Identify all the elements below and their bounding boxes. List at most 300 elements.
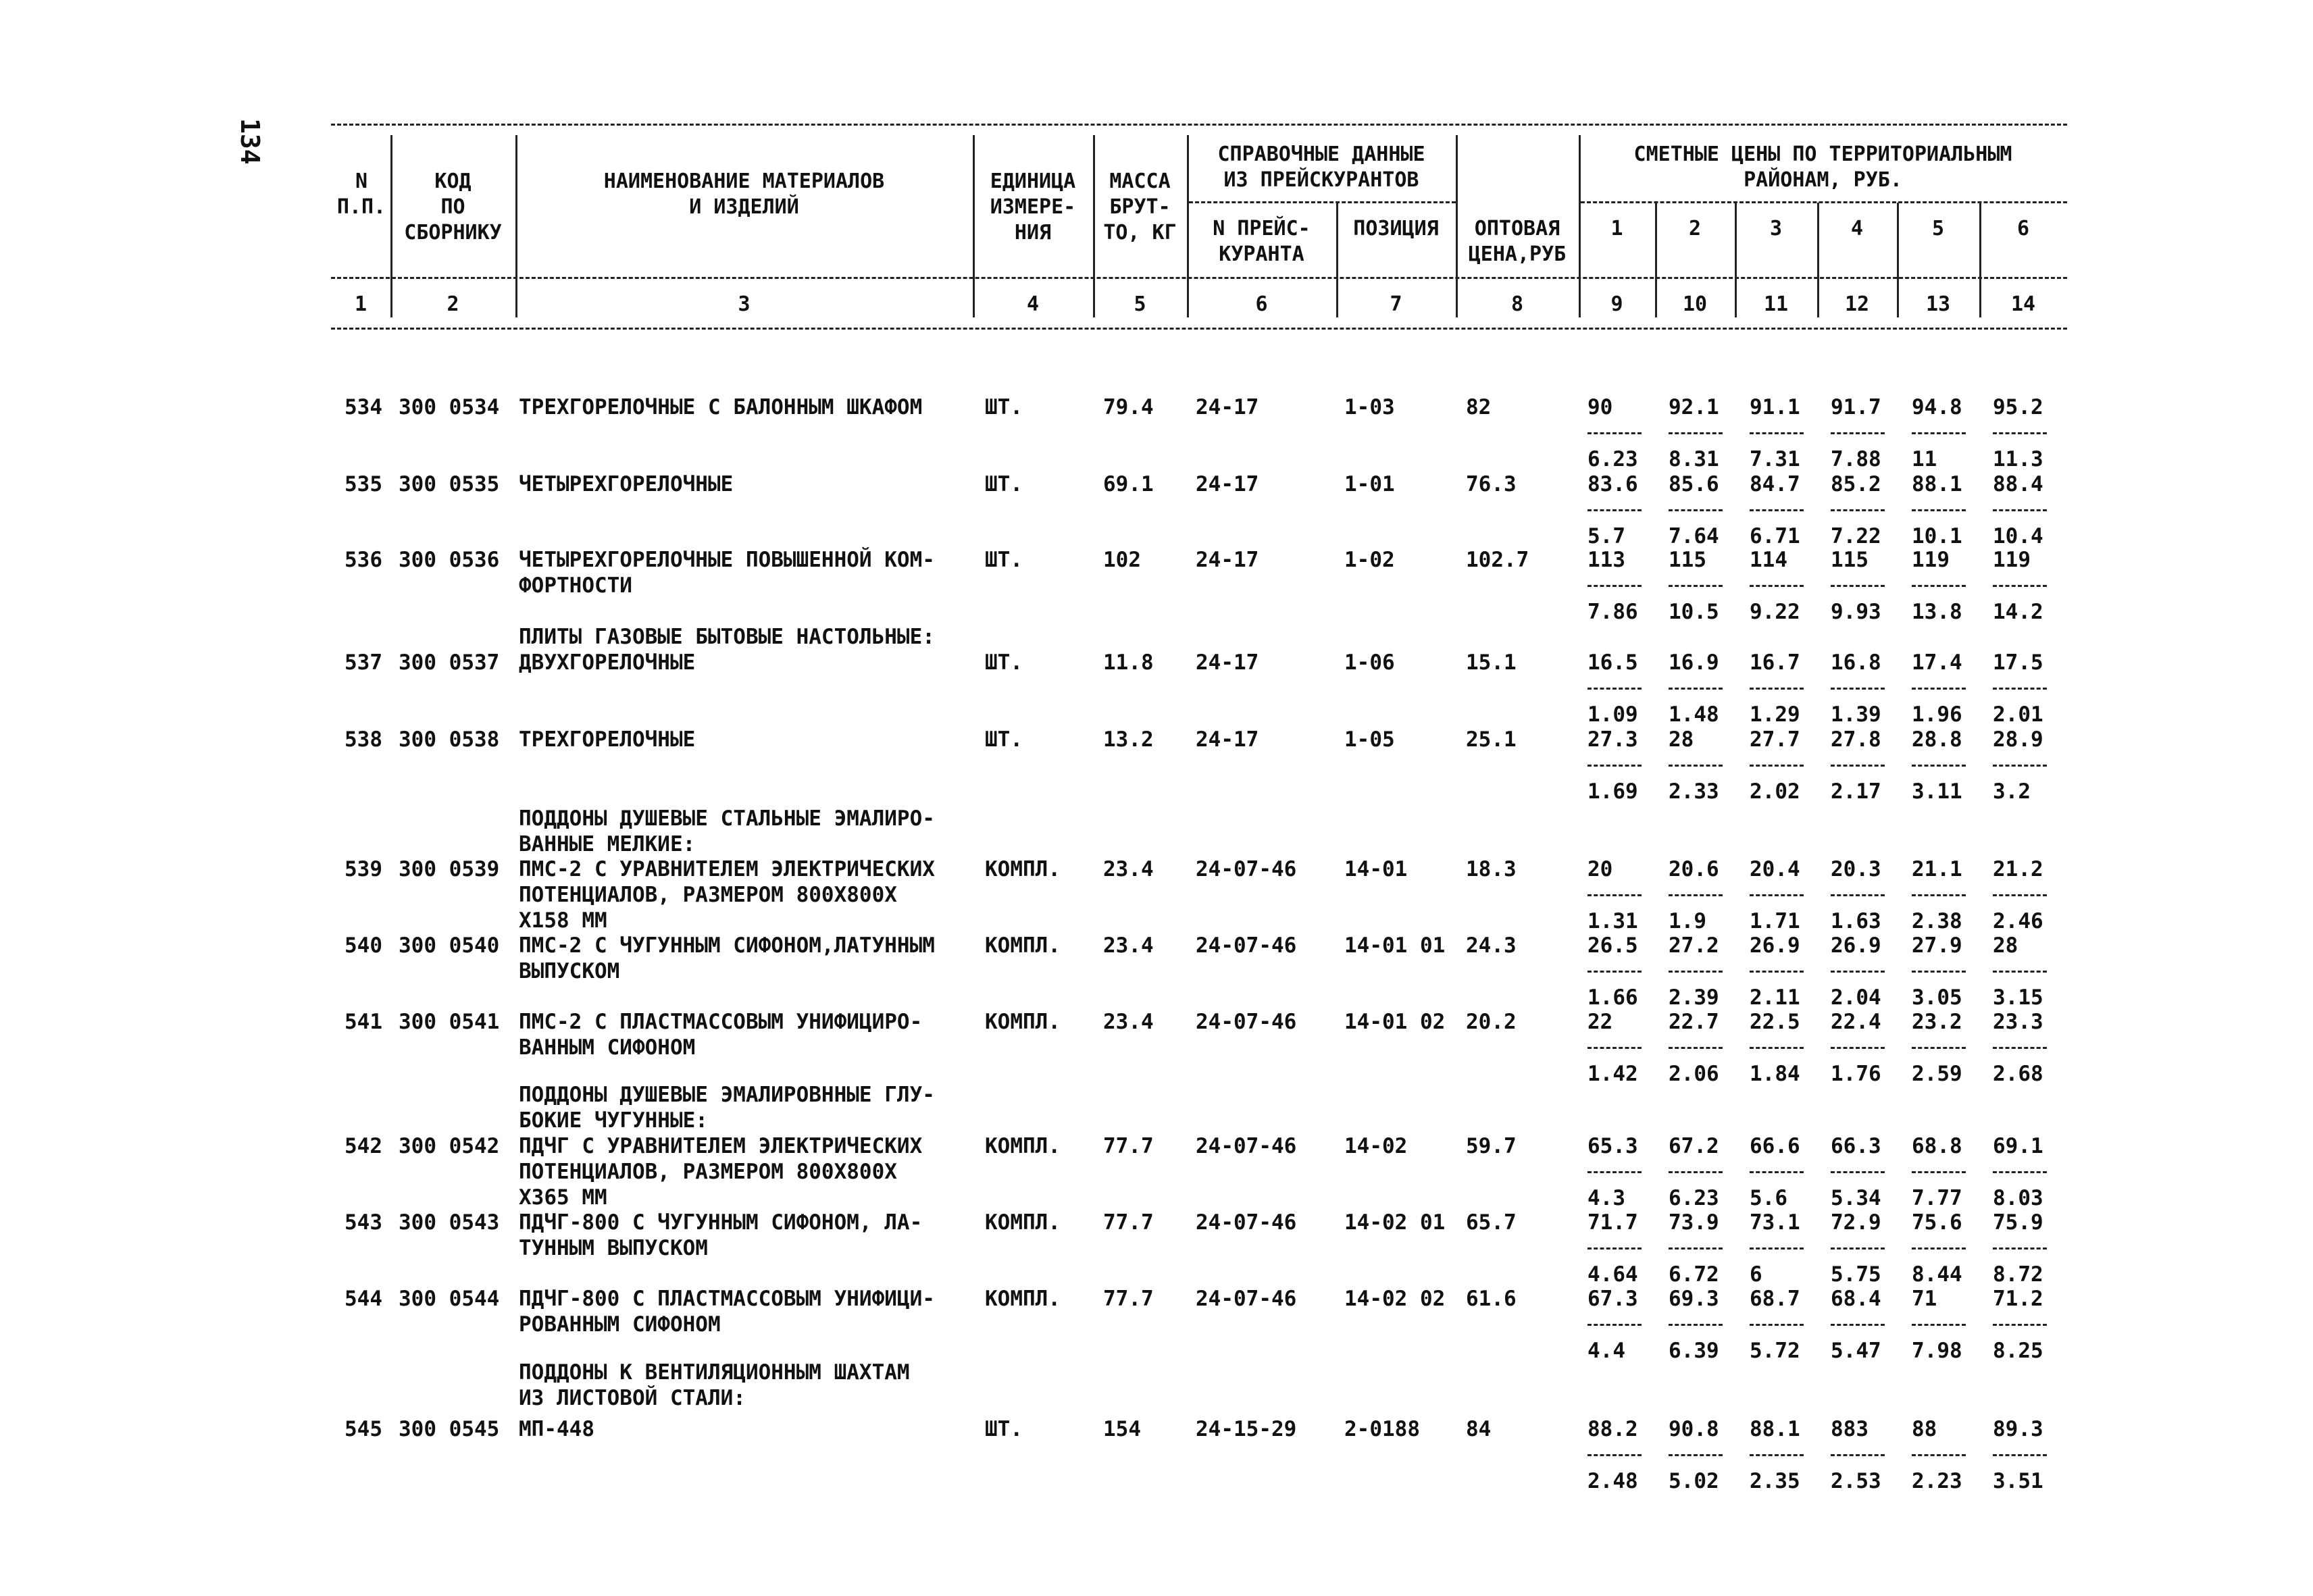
fraction-bar [1912,1324,1966,1326]
region-price [1587,547,1662,625]
fraction-bar [1912,688,1966,690]
row-pos: 14-02 02 [1344,1287,1446,1311]
row-n: 545 [345,1417,382,1441]
fraction-bar [1750,894,1804,896]
row-pk: 24-17 [1196,472,1259,496]
price-transport: 6.72 [1669,1262,1719,1287]
price-total: 115 [1831,548,1869,572]
fraction-bar [1831,765,1885,767]
price-transport: 1.42 [1587,1062,1638,1086]
price-total: 119 [1912,548,1950,572]
price-transport: 1.29 [1750,702,1800,727]
row-unit: ШТ. [985,1417,1023,1441]
row-n: 539 [345,857,382,881]
fraction-bar [1587,894,1642,896]
region-price [1587,727,1662,804]
header-top-rule [331,124,2067,126]
row-pos: 2-0188 [1344,1417,1420,1441]
price-total: 114 [1750,548,1787,572]
region-price [1993,856,2067,934]
fraction-bar [1831,432,1885,434]
row-unit: КОМПЛ. [985,933,1061,958]
region-price [1831,547,1905,625]
header-position: ПОЗИЦИЯ [1353,217,1439,240]
row-code: 300 0544 [399,1287,500,1311]
row-pk: 24-07-46 [1196,1134,1297,1158]
region-price [1912,1416,1986,1494]
col-number: 5 [1134,292,1146,316]
col-number: 10 [1682,292,1708,316]
row-price: 59.7 [1466,1134,1517,1158]
row-price: 76.3 [1466,472,1517,496]
fraction-bar [1993,1247,2047,1250]
row-price: 24.3 [1466,933,1517,958]
row-unit: ШТ. [985,650,1023,675]
price-total: 20 [1587,857,1613,881]
price-total: 16.7 [1750,650,1800,675]
price-transport: 2.06 [1669,1062,1719,1086]
price-transport: 7.77 [1912,1186,1962,1210]
region-price [1831,1133,1905,1211]
row-pos: 1-06 [1344,650,1395,675]
row-unit: ШТ. [985,472,1023,496]
row-mass: 69.1 [1103,472,1154,496]
region-price [1993,1416,2067,1494]
price-transport: 2.59 [1912,1062,1962,1086]
header-name: НАИМЕНОВАНИЕ МАТЕРИАЛОВ И ИЗДЕЛИЙ [603,170,885,219]
price-total: 88.1 [1750,1417,1800,1441]
price-total: 94.8 [1912,395,1962,419]
fraction-bar [1912,1247,1966,1250]
row-code: 300 0545 [399,1417,500,1441]
row-pk: 24-17 [1196,548,1259,572]
region-price [1912,471,1986,549]
header-region: 1 [1610,217,1623,240]
price-total: 92.1 [1669,395,1719,419]
region-price [1912,1133,1986,1211]
price-total: 27.2 [1669,933,1719,958]
price-total: 16.8 [1831,650,1881,675]
row-mass: 79.4 [1103,395,1154,419]
price-total: 68.7 [1750,1287,1800,1311]
region-price [1750,1133,1824,1211]
price-transport: 8.72 [1993,1262,2043,1287]
price-transport: 2.39 [1669,985,1719,1010]
price-total: 67.2 [1669,1134,1719,1158]
region-price [1993,471,2067,549]
price-transport: 2.04 [1831,985,1881,1010]
region-price [1669,1210,1743,1287]
price-transport: 1.76 [1831,1062,1881,1086]
price-total: 27.7 [1750,727,1800,752]
row-name: ПДЧГ-800 С ПЛАСТМАССОВЫМ УНИФИЦИ- РОВАННЫМ СИФОНОМ [519,1287,935,1337]
group-header: ПОДДОНЫ ДУШЕВЫЕ СТАЛЬНЫЕ ЭМАЛИРО- ВАННЫЕ МЕЛКИЕ: [519,806,935,856]
region-price [1669,1286,1743,1364]
fraction-bar [1587,765,1642,767]
fraction-bar [1831,1454,1885,1456]
price-total: 69.1 [1993,1134,2043,1158]
header-mass: МАССА БРУТ- ТО, КГ [1103,170,1177,244]
row-price: 82 [1466,395,1492,419]
price-transport: 4.4 [1587,1339,1625,1363]
region-price [1912,1286,1986,1364]
row-code: 300 0539 [399,857,500,881]
region-price [1831,1009,1905,1087]
row-pk: 24-07-46 [1196,933,1297,958]
region-price [1750,1009,1824,1087]
price-total: 119 [1993,548,2031,572]
price-total: 91.1 [1750,395,1800,419]
region-price [1912,727,1986,804]
col-number: 1 [354,292,367,316]
header-region: 6 [2016,217,2030,240]
row-pk: 24-15-29 [1196,1417,1297,1441]
fraction-bar [1750,585,1804,587]
price-total: 67.3 [1587,1287,1638,1311]
row-pk: 24-07-46 [1196,1287,1297,1311]
row-unit: КОМПЛ. [985,1287,1061,1311]
region-price [1587,933,1662,1010]
fraction-bar [1587,1047,1642,1049]
row-unit: КОМПЛ. [985,1010,1061,1034]
header-unit: ЕДИНИЦА ИЗМЕРЕ- НИЯ [990,170,1076,244]
row-pos: 14-01 01 [1344,933,1446,958]
price-total: 65.3 [1587,1134,1638,1158]
price-transport: 5.7 [1587,524,1625,548]
row-name: ПМС-2 С ПЛАСТМАССОВЫМ УНИФИЦИРО- ВАННЫМ СИФОНОМ [519,1010,923,1060]
fraction-bar [1831,1324,1885,1326]
row-code: 300 0537 [399,650,500,675]
region-price [1750,471,1824,549]
fraction-bar [1669,1454,1723,1456]
price-total: 73.9 [1669,1210,1719,1235]
group-header: ПОДДОНЫ ДУШЕВЫЕ ЭМАЛИРОВННЫЕ ГЛУ- БОКИЕ ЧУГУННЫЕ: [519,1083,935,1133]
region-price [1831,1210,1905,1287]
row-name: ЧЕТЫРЕХГОРЕЛОЧНЫЕ ПОВЫШЕННОЙ КОМ- ФОРТНОСТИ [519,548,935,598]
region-price [1831,933,1905,1010]
row-name: МП-448 [519,1417,594,1441]
row-mass: 23.4 [1103,857,1154,881]
region-price [1993,1133,2067,1211]
fraction-bar [1831,509,1885,511]
fraction-bar [1669,765,1723,767]
region-price [1831,650,1905,727]
row-pos: 1-05 [1344,727,1395,752]
price-transport: 9.93 [1831,600,1881,624]
price-transport: 8.44 [1912,1262,1962,1287]
fraction-bar [1669,585,1723,587]
fraction-bar [1831,894,1885,896]
price-transport: 2.48 [1587,1469,1638,1493]
price-total: 17.5 [1993,650,2043,675]
row-mass: 77.7 [1103,1287,1154,1311]
fraction-bar [1912,1454,1966,1456]
region-price [1750,1286,1824,1364]
row-pos: 14-01 [1344,857,1408,881]
fraction-bar [1587,432,1642,434]
price-transport: 5.47 [1831,1339,1881,1363]
row-code: 300 0540 [399,933,500,958]
region-price [1669,727,1743,804]
row-n: 534 [345,395,382,419]
price-transport: 3.05 [1912,985,1962,1010]
col-number: 7 [1390,292,1402,316]
region-price [1912,933,1986,1010]
fraction-bar [1587,509,1642,511]
region-price [1750,394,1824,472]
price-transport: 10.4 [1993,524,2043,548]
price-total: 85.2 [1831,472,1881,496]
price-transport: 2.68 [1993,1062,2043,1086]
price-transport: 2.33 [1669,779,1719,804]
price-total: 27.8 [1831,727,1881,752]
price-transport: 7.98 [1912,1339,1962,1363]
price-transport: 1.66 [1587,985,1638,1010]
price-transport: 1.39 [1831,702,1881,727]
price-total: 883 [1831,1417,1869,1441]
fraction-bar [1669,1047,1723,1049]
price-transport: 13.8 [1912,600,1962,624]
price-transport: 11 [1912,447,1937,471]
price-total: 22.7 [1669,1010,1719,1034]
row-price: 18.3 [1466,857,1517,881]
price-transport: 1.31 [1587,909,1638,933]
price-total: 91.7 [1831,395,1881,419]
price-total: 21.2 [1993,857,2043,881]
fraction-bar [1993,1454,2047,1456]
row-price: 25.1 [1466,727,1517,752]
price-transport: 8.03 [1993,1186,2043,1210]
header-price-group: СМЕТНЫЕ ЦЕНЫ ПО ТЕРРИТОРИАЛЬНЫМ РАЙОНАМ, РУБ. [1633,143,2012,192]
region-price [1912,1210,1986,1287]
row-n: 544 [345,1287,382,1311]
region-price [1993,650,2067,727]
row-price: 65.7 [1466,1210,1517,1235]
row-pos: 14-02 [1344,1134,1408,1158]
price-transport: 7.88 [1831,447,1881,471]
region-price [1993,727,2067,804]
row-n: 536 [345,548,382,572]
row-name: ТРЕХГОРЕЛОЧНЫЕ [519,727,696,752]
row-n: 542 [345,1134,382,1158]
row-pk: 24-17 [1196,727,1259,752]
fraction-bar [1831,585,1885,587]
row-code: 300 0536 [399,548,500,572]
col-number: 13 [1925,292,1951,316]
fraction-bar [1587,585,1642,587]
page-number: 134 [235,118,265,165]
fraction-bar [1912,1171,1966,1173]
price-total: 85.6 [1669,472,1719,496]
price-total: 28 [1993,933,2018,958]
price-total: 26.9 [1831,933,1881,958]
header-region: 3 [1769,217,1783,240]
price-total: 22.5 [1750,1010,1800,1034]
row-mass: 13.2 [1103,727,1154,752]
price-total: 88 [1912,1417,1937,1441]
price-transport: 2.23 [1912,1469,1962,1493]
row-mass: 77.7 [1103,1210,1154,1235]
row-price: 20.2 [1466,1010,1517,1034]
row-mass: 154 [1103,1417,1141,1441]
row-code: 300 0541 [399,1010,500,1034]
fraction-bar [1750,1047,1804,1049]
fraction-bar [1750,1454,1804,1456]
row-unit: КОМПЛ. [985,857,1061,881]
fraction-bar [1831,688,1885,690]
fraction-bar [1993,585,2047,587]
price-total: 69.3 [1669,1287,1719,1311]
region-price [1750,650,1824,727]
row-unit: КОМПЛ. [985,1210,1061,1235]
header-bottom-rule [331,328,2067,330]
price-total: 20.3 [1831,857,1881,881]
region-price [1831,1286,1905,1364]
group-header: ПЛИТЫ ГАЗОВЫЕ БЫТОВЫЕ НАСТОЛЬНЫЕ: [519,625,935,649]
region-price [1587,856,1662,934]
price-transport: 1.09 [1587,702,1638,727]
fraction-bar [1912,585,1966,587]
price-total: 115 [1669,548,1706,572]
region-price [1912,856,1986,934]
region-price [1669,933,1743,1010]
row-name: ПДЧГ-800 С ЧУГУННЫМ СИФОНОМ, ЛА- ТУННЫМ ВЫПУСКОМ [519,1210,923,1260]
row-code: 300 0535 [399,472,500,496]
row-n: 538 [345,727,382,752]
fraction-bar [1750,432,1804,434]
price-total: 26.5 [1587,933,1638,958]
price-total: 23.3 [1993,1010,2043,1034]
price-total: 75.6 [1912,1210,1962,1235]
row-code: 300 0534 [399,395,500,419]
row-pk: 24-07-46 [1196,857,1297,881]
fraction-bar [1750,765,1804,767]
fraction-bar [1831,971,1885,973]
fraction-bar [1669,688,1723,690]
price-transport: 1.71 [1750,909,1800,933]
fraction-bar [1669,894,1723,896]
price-transport: 2.01 [1993,702,2043,727]
fraction-bar [1912,765,1966,767]
row-mass: 77.7 [1103,1134,1154,1158]
row-pk: 24-07-46 [1196,1210,1297,1235]
region-price [1831,1416,1905,1494]
fraction-bar [1993,432,2047,434]
region-price [1587,1009,1662,1087]
header-pricelist: N ПРЕЙС- КУРАНТА [1213,217,1311,266]
fraction-bar [1993,1324,2047,1326]
price-transport: 10.5 [1669,600,1719,624]
region-price [1587,650,1662,727]
row-unit: ШТ. [985,548,1023,572]
fraction-bar [1831,1247,1885,1250]
price-transport: 7.22 [1831,524,1881,548]
region-price [1750,856,1824,934]
region-price [1669,1416,1743,1494]
region-price [1669,650,1743,727]
price-total: 21.1 [1912,857,1962,881]
row-pos: 1-01 [1344,472,1395,496]
region-price [1587,1210,1662,1287]
price-total: 16.9 [1669,650,1719,675]
price-total: 75.9 [1993,1210,2043,1235]
col-number: 12 [1844,292,1870,316]
price-transport: 6.39 [1669,1339,1719,1363]
price-total: 22 [1587,1010,1613,1034]
fraction-bar [1750,1324,1804,1326]
region-price [1750,933,1824,1010]
fraction-bar [1669,1324,1723,1326]
price-transport: 7.64 [1669,524,1719,548]
price-transport: 1.63 [1831,909,1881,933]
price-total: 72.9 [1831,1210,1881,1235]
region-price [1993,933,2067,1010]
header-code: КОД ПО СБОРНИКУ [404,170,502,244]
price-transport: 5.75 [1831,1262,1881,1287]
row-unit: ШТ. [985,727,1023,752]
row-mass: 23.4 [1103,1010,1154,1034]
price-total: 90 [1587,395,1613,419]
price-total: 20.4 [1750,857,1800,881]
row-code: 300 0543 [399,1210,500,1235]
fraction-bar [1993,509,2047,511]
price-transport: 3.15 [1993,985,2043,1010]
price-transport: 3.51 [1993,1469,2043,1493]
price-total: 17.4 [1912,650,1962,675]
fraction-bar [1669,509,1723,511]
col-number: 11 [1763,292,1789,316]
row-name: ЧЕТЫРЕХГОРЕЛОЧНЫЕ [519,472,734,496]
row-pk: 24-17 [1196,650,1259,675]
price-transport: 2.38 [1912,909,1962,933]
fraction-bar [1993,1171,2047,1173]
row-pos: 14-02 01 [1344,1210,1446,1235]
header-ref-group: СПРАВОЧНЫЕ ДАННЫЕ ИЗ ПРЕЙСКУРАНТОВ [1217,143,1425,192]
price-total: 89.3 [1993,1417,2043,1441]
region-price [1669,1133,1743,1211]
price-total: 16.5 [1587,650,1638,675]
col-number: 6 [1255,292,1268,316]
price-transport: 9.22 [1750,600,1800,624]
price-transport: 6.23 [1669,1186,1719,1210]
fraction-bar [1587,971,1642,973]
fraction-bar [1750,688,1804,690]
header-region: 5 [1931,217,1945,240]
row-pos: 14-01 02 [1344,1010,1446,1034]
price-total: 66.3 [1831,1134,1881,1158]
fraction-bar [1750,1247,1804,1250]
fraction-bar [1750,1171,1804,1173]
price-transport: 5.72 [1750,1339,1800,1363]
price-total: 95.2 [1993,395,2043,419]
price-transport: 3.11 [1912,779,1962,804]
row-pk: 24-07-46 [1196,1010,1297,1034]
row-n: 541 [345,1010,382,1034]
price-transport: 2.53 [1831,1469,1881,1493]
region-price [1669,1009,1743,1087]
fraction-bar [1587,688,1642,690]
row-price: 102.7 [1466,548,1529,572]
price-total: 20.6 [1669,857,1719,881]
price-total: 22.4 [1831,1010,1881,1034]
price-total: 27.9 [1912,933,1962,958]
fraction-bar [1669,971,1723,973]
price-total: 88.2 [1587,1417,1638,1441]
price-total: 27.3 [1587,727,1638,752]
price-transport: 8.31 [1669,447,1719,471]
region-price [1587,1286,1662,1364]
region-price [1669,856,1743,934]
